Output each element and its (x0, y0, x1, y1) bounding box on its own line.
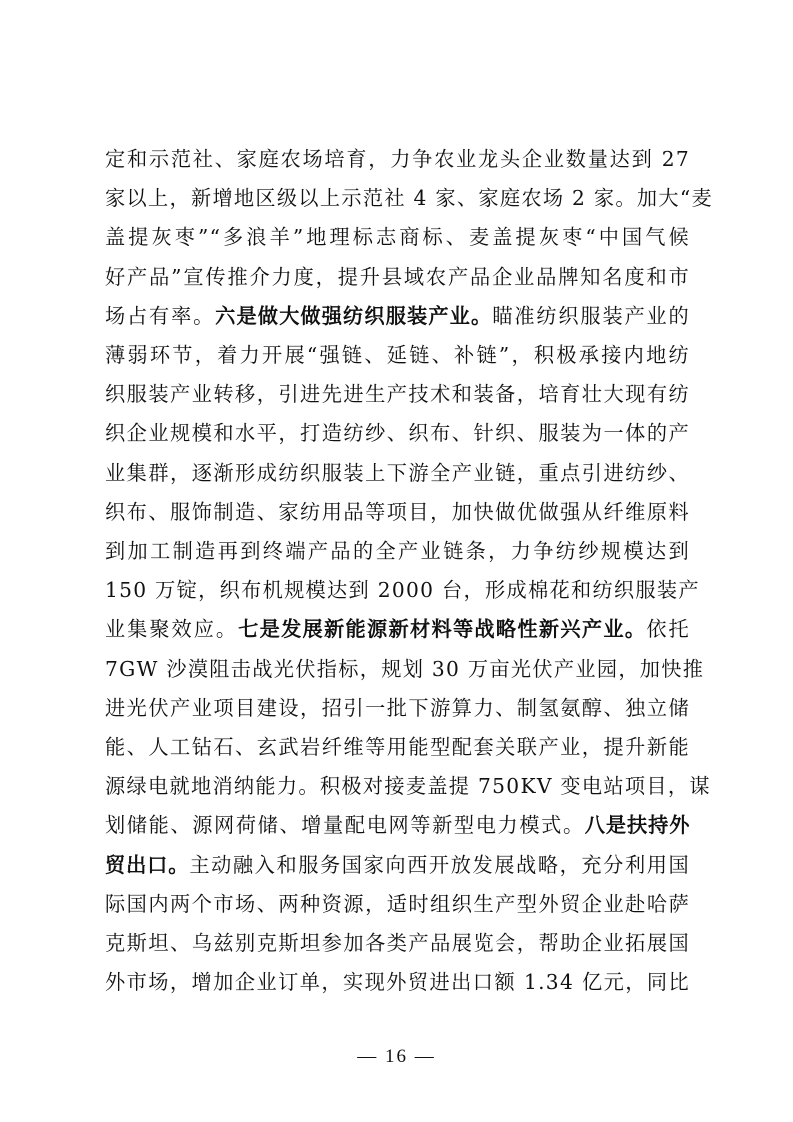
body-text-segment: 7GW 沙漠阻击战光伏指标，规划 30 万亩光伏产业园，加快推 (105, 656, 705, 681)
bold-heading-text: 贸出口。 (105, 852, 190, 877)
text-line (105, 691, 690, 725)
body-text-segment: 依托 (646, 617, 690, 642)
body-text-segment: 织企业规模和水平，打造纺纱、织布、针织、服装为一体的产 (105, 421, 690, 446)
body-text-segment: 克斯坦、乌兹别克斯坦参加各类产品展览会，帮助企业拓展国 (105, 931, 690, 955)
text-line (105, 848, 690, 882)
text-line (105, 456, 690, 490)
body-text-segment: 源绿电就地消纳能力。积极对接麦盖提 750KV 变电站项目，谋 (105, 774, 711, 799)
bold-heading-text: 七是发展新能源新材料等战略性新兴产业。 (238, 617, 647, 642)
text-line (105, 926, 690, 960)
text-line (105, 808, 690, 842)
body-text-segment: 薄弱环节，着力开展“强链、延链、补链”，积极承接内地纺 (105, 343, 690, 367)
body-text-segment: 定和示范社、家庭农场培育，力争农业龙头企业数量达到 27 (105, 147, 690, 171)
text-line (105, 652, 705, 686)
text-line (105, 887, 690, 921)
body-text-segment: 划储能、源网荷储、增量配电网等新型电力模式。 (105, 813, 585, 838)
body-text-segment: 家以上，新增地区级以上示范社 4 家、家庭农场 2 家。加大“麦 (105, 186, 713, 211)
body-text-segment: 织服装产业转移，引进先进生产技术和装备，培育壮大现有纺 (105, 382, 690, 407)
text-line (105, 299, 690, 333)
body-text-segment: 业集群，逐渐形成纺织服装上下游全产业链，重点引进纺纱、 (105, 460, 690, 485)
body-text-segment: 主动融入和服务国家向西开放发展战略，充分利用国 (189, 852, 690, 877)
body-text-segment: 场占有率。 (105, 303, 216, 328)
bold-heading-text: 六是做大做强纺织服装产业。 (215, 303, 493, 328)
text-line (105, 260, 690, 294)
bold-heading-text: 八是扶持外 (584, 813, 690, 838)
body-text-segment: 能、人工钻石、玄武岩纤维等用能型配套关联产业，提升新能 (105, 735, 690, 759)
text-line (105, 769, 711, 803)
body-text-segment: 盖提灰枣”“多浪羊”地理标志商标、麦盖提灰枣“中国气候 (105, 225, 690, 250)
text-line (105, 181, 713, 215)
text-line (105, 416, 690, 450)
body-text-segment: 业集聚效应。 (105, 617, 239, 642)
body-text-segment: 进光伏产业项目建设，招引一批下游算力、制氢氨醇、独立储 (105, 695, 690, 720)
body-text-segment: 外市场，增加企业订单，实现外贸进出口额 1.34 亿元，同比 (105, 970, 690, 995)
text-line (105, 495, 690, 529)
body-text-segment: 到加工制造再到终端产品的全产业链条，力争纺纱规模达到 (105, 539, 690, 563)
page-number: — 16 — (357, 1046, 436, 1067)
body-text-segment: 织布、服饰制造、家纺用品等项目，加快做优做强从纤维原料 (105, 499, 690, 524)
text-line (105, 142, 690, 176)
text-line (105, 534, 690, 568)
body-text-segment: 150 万锭，织布机规模达到 2000 台，形成棉花和纺织服装产 (105, 578, 700, 603)
text-line (105, 338, 690, 372)
text-line (105, 220, 690, 254)
body-text-segment: 际国内两个市场、两种资源，适时组织生产型外贸企业赴哈萨 (105, 891, 690, 916)
body-text-segment: 瞄准纺织服装产业的 (492, 303, 690, 328)
body-text-segment: 好产品”宣传推介力度，提升县域农产品企业品牌知名度和市 (105, 264, 690, 289)
text-line (105, 965, 690, 999)
text-line (105, 573, 700, 607)
text-line (105, 730, 690, 764)
text-line (105, 377, 690, 411)
text-line (105, 612, 690, 646)
